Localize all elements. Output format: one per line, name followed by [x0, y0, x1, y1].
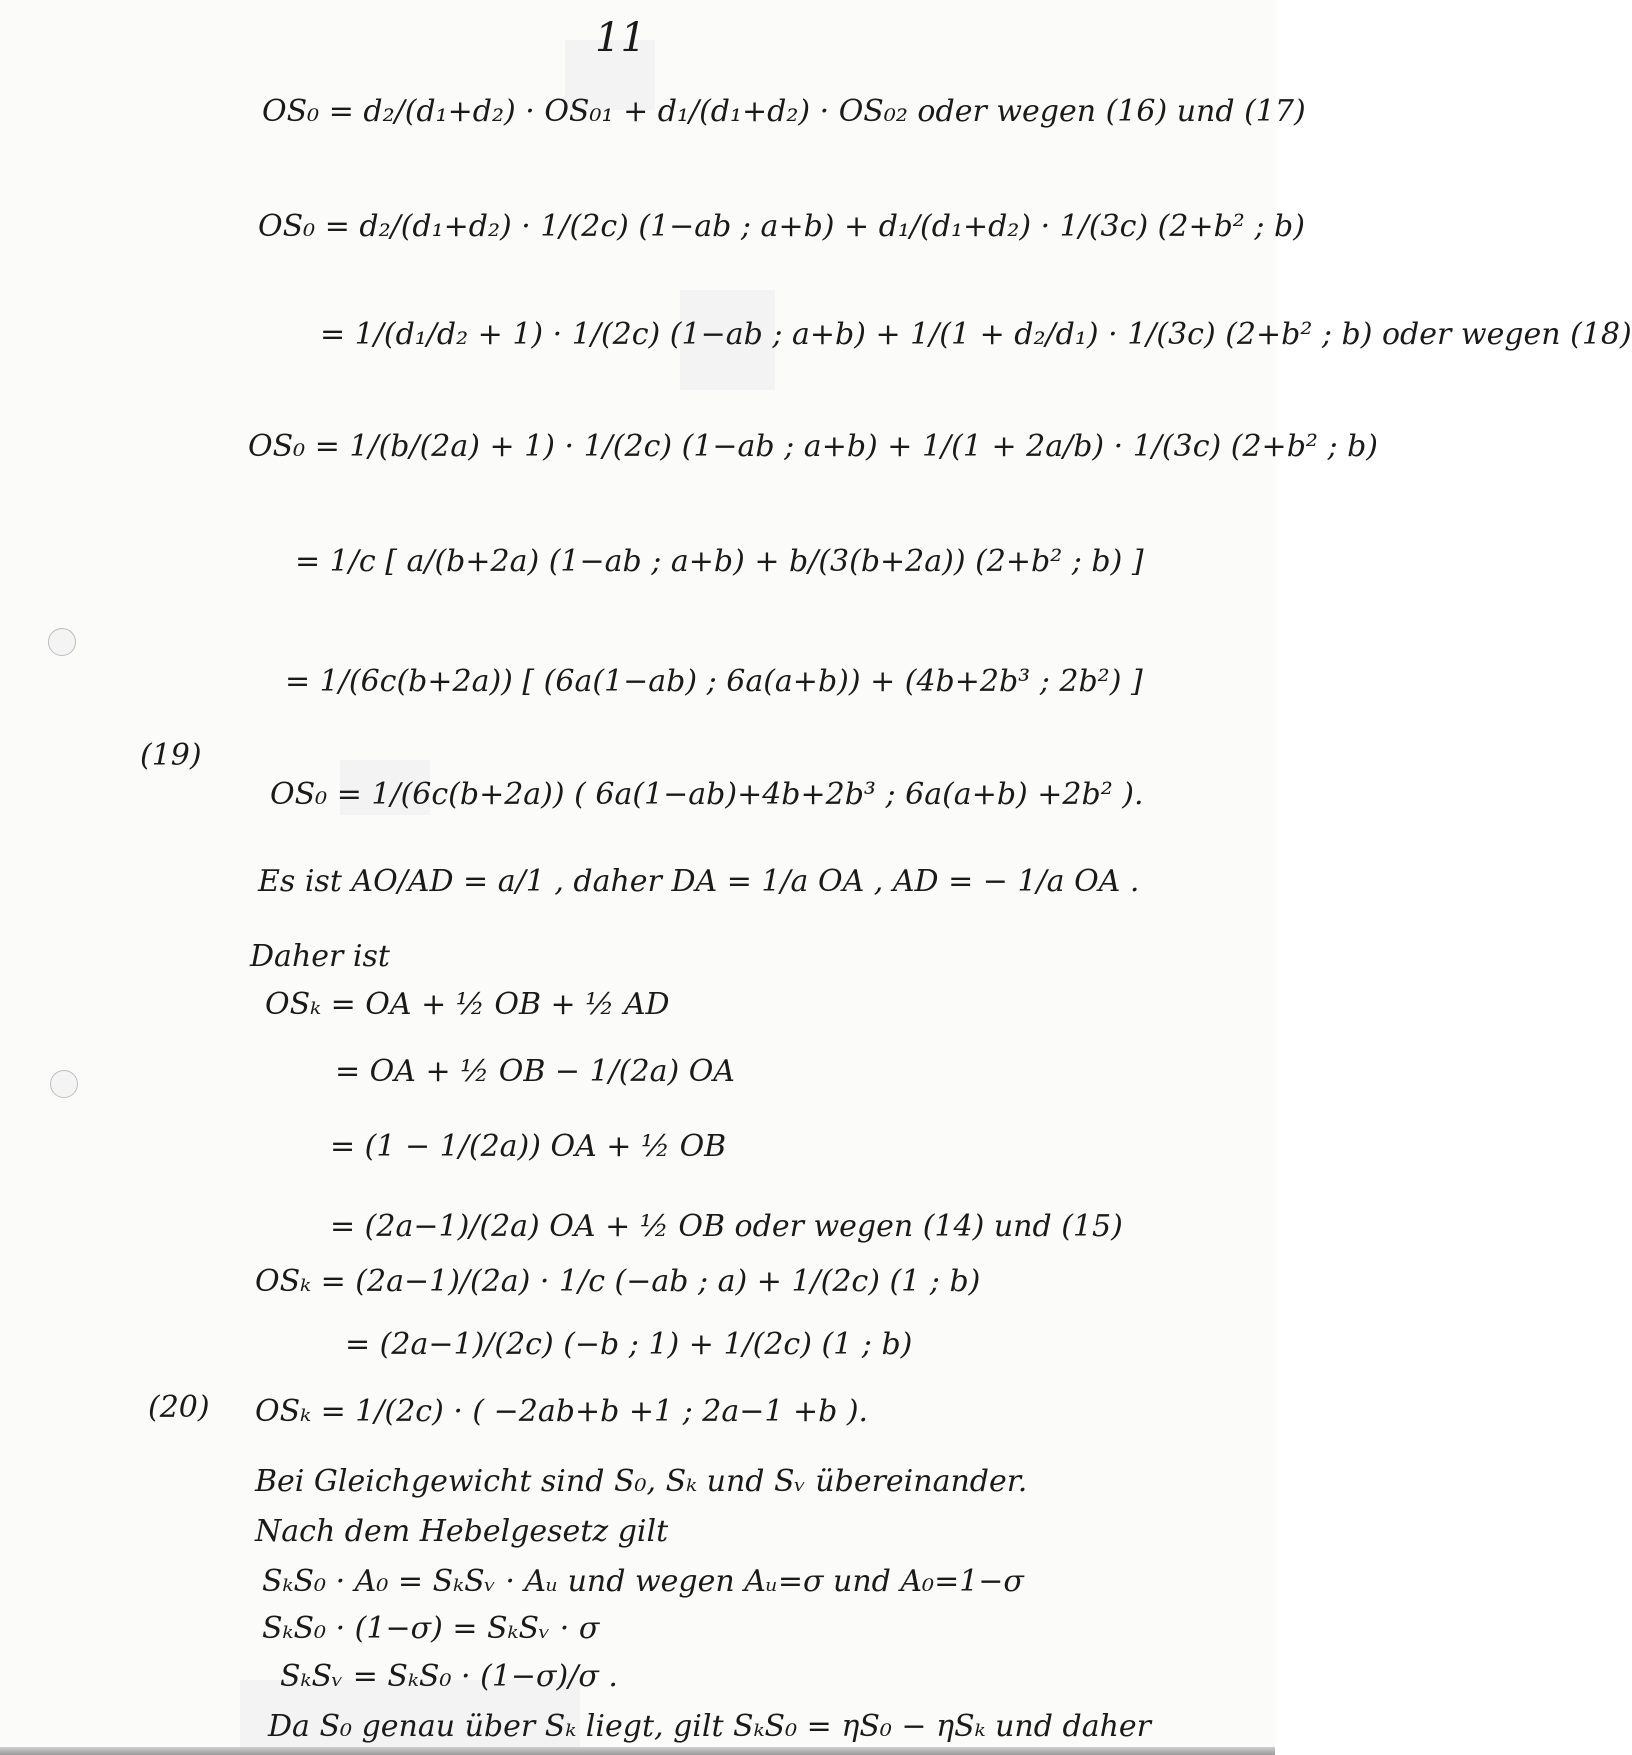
text-line: Es ist AO/AD = a/1 , daher DA = 1/a OA , AD = − 1/a OA . — [258, 864, 1140, 899]
equation-line: = 1/c [ a/(b+2a) (1−ab ; a+b) + b/(3(b+2a)) (2+b² ; b) ] — [295, 544, 1144, 579]
page-number: 11 — [595, 15, 646, 61]
text-line: Da S₀ genau über Sₖ liegt, gilt SₖS₀ = ηS₀ − ηSₖ und daher — [268, 1709, 1151, 1744]
equation-label: (19) — [140, 738, 202, 773]
equation-line: OS₀ = 1/(b/(2a) + 1) · 1/(2c) (1−ab ; a+b) + 1/(1 + 2a/b) · 1/(3c) (2+b² ; b) — [248, 429, 1379, 464]
punch-hole-bottom — [50, 1070, 78, 1098]
equation-line: OS₀ = d₂/(d₁+d₂) · 1/(2c) (1−ab ; a+b) + d₁/(d₁+d₂) · 1/(3c) (2+b² ; b) — [258, 209, 1305, 244]
equation-line: = 1/(d₁/d₂ + 1) · 1/(2c) (1−ab ; a+b) + 1/(1 + d₂/d₁) · 1/(3c) (2+b² ; b) oder wegen (18) — [320, 317, 1632, 352]
equation-line: SₖS₀ · A₀ = SₖSᵥ · Aᵤ und wegen Aᵤ=σ und A₀=1−σ — [262, 1564, 1024, 1599]
equation-line: SₖSᵥ = SₖS₀ · (1−σ)/σ . — [280, 1659, 618, 1694]
equation-line: = 1/(6c(b+2a)) [ (6a(1−ab) ; 6a(a+b)) + (4b+2b³ ; 2b²) ] — [285, 664, 1143, 699]
equation-line: OSₖ = 1/(2c) · ( −2ab+b +1 ; 2a−1 +b ). — [255, 1394, 869, 1429]
punch-hole-top — [48, 628, 76, 656]
text-line: Daher ist — [250, 939, 390, 974]
equation-line: = (2a−1)/(2c) (−b ; 1) + 1/(2c) (1 ; b) — [345, 1327, 913, 1362]
equation-line: OS₀ = 1/(6c(b+2a)) ( 6a(1−ab)+4b+2b³ ; 6a(a+b) +2b² ). — [270, 777, 1144, 812]
equation-line: OSₖ = OA + ½ OB + ½ AD — [265, 987, 670, 1022]
text-line: Nach dem Hebelgesetz gilt — [255, 1514, 669, 1549]
text-line: Bei Gleichgewicht sind S₀, Sₖ und Sᵥ übereinander. — [255, 1464, 1028, 1499]
equation-line: = (1 − 1/(2a)) OA + ½ OB — [330, 1129, 727, 1164]
equation-line: SₖS₀ · (1−σ) = SₖSᵥ · σ — [262, 1611, 600, 1646]
equation-label: (20) — [148, 1390, 210, 1425]
equation-line: = OA + ½ OB − 1/(2a) OA — [335, 1054, 735, 1089]
equation-line: = (2a−1)/(2a) OA + ½ OB oder wegen (14) und (15) — [330, 1209, 1123, 1244]
equation-line: OSₖ = (2a−1)/(2a) · 1/c (−ab ; a) + 1/(2c) (1 ; b) — [255, 1264, 981, 1299]
equation-line: OS₀ = d₂/(d₁+d₂) · OS₀₁ + d₁/(d₁+d₂) · OS₀₂ oder wegen (16) und (17) — [262, 94, 1306, 129]
page-bottom-edge — [0, 1747, 1275, 1755]
